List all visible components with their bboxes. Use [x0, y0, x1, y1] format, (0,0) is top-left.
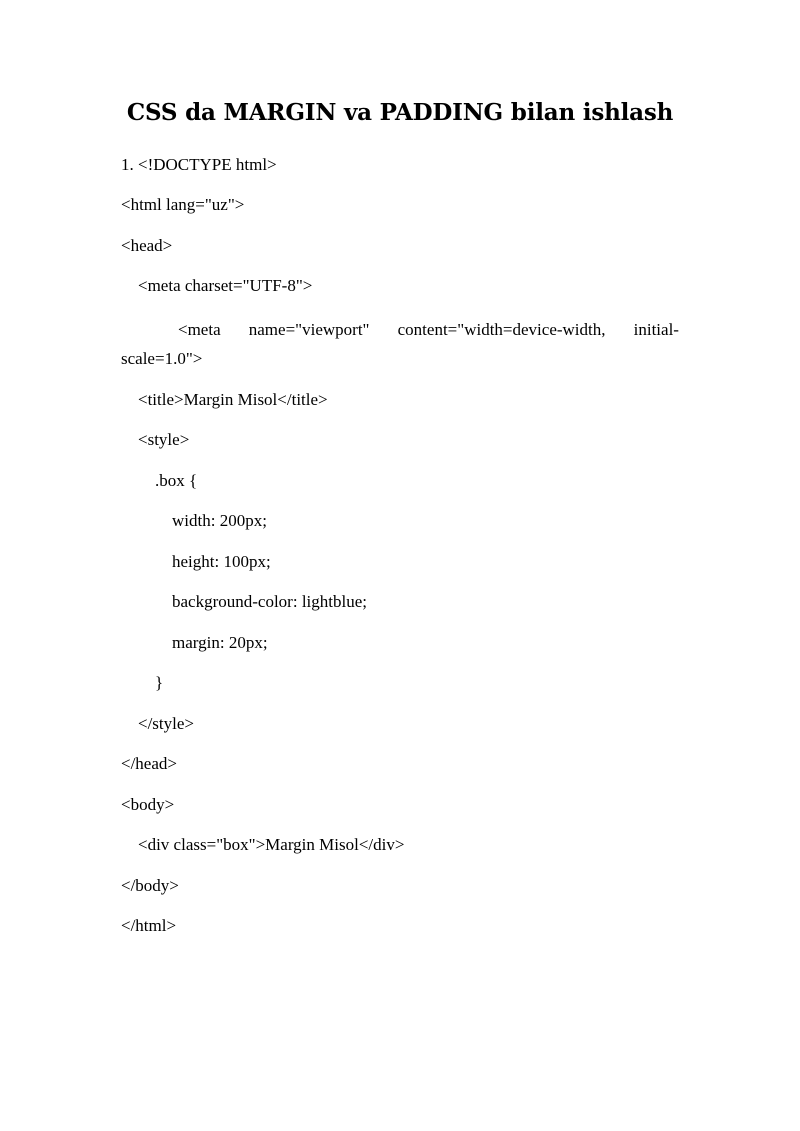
code-line-height: height: 100px;: [121, 552, 271, 571]
code-line-body-close: </body>: [121, 876, 179, 895]
code-line-doctype: 1. <!DOCTYPE html>: [121, 155, 277, 174]
code-line-div-box: <div class="box">Margin Misol</div>: [121, 835, 405, 854]
code-line-width: width: 200px;: [121, 511, 267, 530]
code-line-margin: margin: 20px;: [121, 633, 268, 652]
code-line-style-close: </style>: [121, 714, 195, 733]
code-line-title: <title>Margin Misol</title>: [121, 390, 328, 409]
code-line-meta-viewport: [178, 318, 679, 342]
code-line-meta-charset: <meta charset="UTF-8">: [121, 276, 313, 295]
document-title: CSS da MARGIN va PADDING bilan ishlash: [126, 99, 674, 126]
code-line-box-close: }: [121, 673, 164, 692]
code-line-head-close: </head>: [121, 754, 177, 773]
code-line-meta-viewport-cont: scale=1.0">: [121, 349, 203, 368]
viewport-word-1: <meta: [178, 320, 221, 339]
code-line-html-close: </html>: [121, 916, 177, 935]
code-line-head-open: <head>: [121, 236, 173, 255]
viewport-word-3: content="width=device-width,: [397, 320, 606, 339]
code-line-background: background-color: lightblue;: [121, 592, 367, 611]
code-line-html-open: <html lang="uz">: [121, 195, 245, 214]
code-line-box-selector: .box {: [121, 471, 198, 490]
viewport-word-4: initial-: [633, 320, 679, 339]
code-line-body-open: <body>: [121, 795, 175, 814]
viewport-word-2: name="viewport": [248, 320, 370, 339]
code-line-style-open: <style>: [121, 430, 190, 449]
